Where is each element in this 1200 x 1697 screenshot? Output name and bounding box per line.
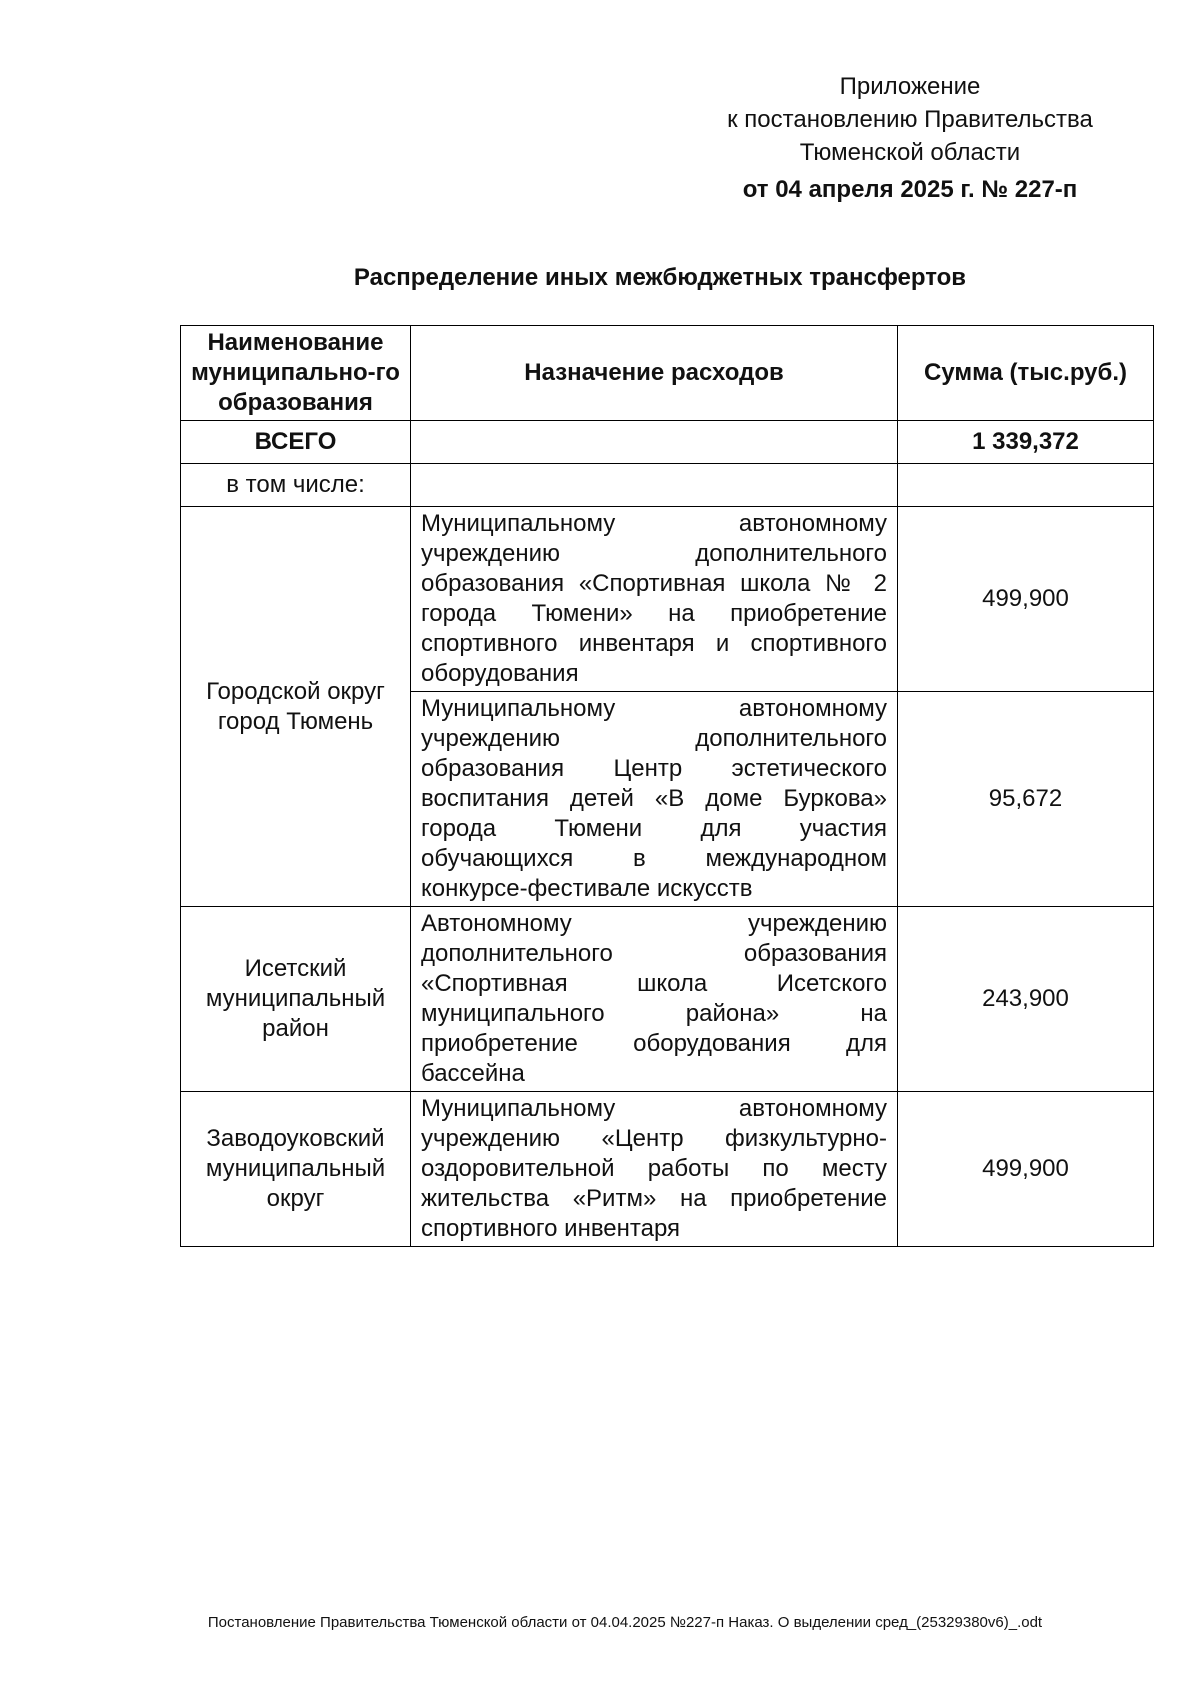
table-header-row <box>181 326 1154 421</box>
including-label: в том числе: <box>181 464 411 507</box>
table-row-including <box>181 464 1154 507</box>
document-title: Распределение иных межбюджетных трансфертов <box>353 264 967 291</box>
expense-amount: 499,900 <box>898 507 1154 692</box>
table-row-total <box>181 421 1154 464</box>
expense-amount: 243,900 <box>898 907 1154 1092</box>
column-header-amount: Сумма (тыс.руб.) <box>898 326 1154 421</box>
total-amount: 1 339,372 <box>898 421 1154 464</box>
municipality-name: Заводоуковский муниципальный округ <box>181 1092 411 1247</box>
column-header-municipality: Наименование муниципально-го образования <box>181 326 411 421</box>
including-amount-empty <box>898 464 1154 507</box>
column-header-purpose: Назначение расходов <box>411 326 898 421</box>
table-row <box>181 907 1154 1092</box>
table-row <box>181 507 1154 692</box>
expense-amount: 499,900 <box>898 1092 1154 1247</box>
appendix-region-line: Тюменской области <box>799 139 1021 166</box>
transfers-table <box>180 325 1154 1247</box>
municipality-name: Исетский муниципальный район <box>181 907 411 1092</box>
including-purpose-empty <box>411 464 898 507</box>
expense-purpose: Муниципальному автономному учреждению дополнительного образования «Спортивная школа № 2 города Тюмени» на приобретение спортивного инвентаря и спортивного оборудования <box>411 507 898 692</box>
total-purpose-empty <box>411 421 898 464</box>
expense-purpose: Муниципальному автономному учреждению дополнительного образования Центр эстетического воспитания детей «В доме Буркова» города Тюмени для участия обучающихся в международном конкурсе-фестивале искусств <box>411 692 898 907</box>
appendix-resolution-line: к постановлению Правительства <box>727 106 1093 133</box>
appendix-label: Приложение <box>839 73 981 100</box>
expense-amount: 95,672 <box>898 692 1154 907</box>
total-label: ВСЕГО <box>181 421 411 464</box>
appendix-date-number: от 04 апреля 2025 г. № 227-п <box>742 176 1078 203</box>
expense-purpose: Автономному учреждению дополнительного образования «Спортивная школа Исетского муниципального района» на приобретение оборудования для бассейна <box>411 907 898 1092</box>
table-row <box>181 1092 1154 1247</box>
appendix-header <box>680 70 1140 206</box>
municipality-name: Городской округ город Тюмень <box>181 507 411 907</box>
document-footer: Постановление Правительства Тюменской области от 04.04.2025 №227-п Наказ. О выделении сред_(25329380v6)_.odt <box>207 1614 1043 1631</box>
expense-purpose: Муниципальному автономному учреждению «Центр физкультурно-оздоровительной работы по месту жительства «Ритм» на приобретение спортивного инвентаря <box>411 1092 898 1247</box>
